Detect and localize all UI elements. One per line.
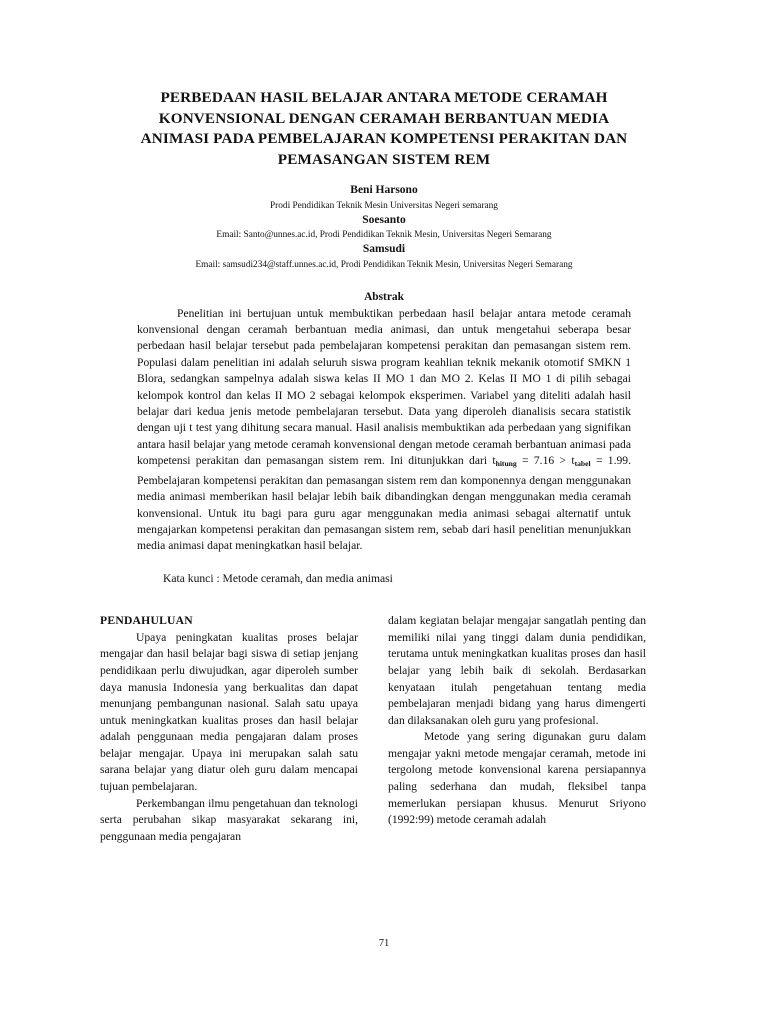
- abstract-text-part-3: = 1.99. Pembelajaran kompetensi perakitan dan pemasangan sistem rem dan komponennya dengan menggunakan media animasi memberikan hasil belajar lebih baik dibandingkan dengan menggunakan media ceramah konvensional. Untuk itu bagi para guru agar menggunakan media animasi sebagai alternatif untuk mengajarkan kompetensi perakitan dan pemasangan sistem rem, sebab dari hasil penelitian menunjukkan media animasi dapat meningkatkan hasil belajar.: [137, 454, 631, 553]
- author-block: [100, 183, 668, 272]
- right-column-paragraph-1: dalam kegiatan belajar mengajar sangatlah penting dan memiliki nilai yang tinggi dalam dunia pendidikan, terutama untuk meningkatkan kualitas proses dan hasil belajar yang lebih baik di sekolah. Berdasarkan kenyataan itulah pengetahuan tentang media pembelajaran menjadi bidang yang harus dimengerti dan dilaksanakan oleh guru yang profesional.: [388, 614, 646, 727]
- author-affiliation-1: Prodi Pendidikan Teknik Mesin Universitas Negeri semarang: [270, 200, 498, 211]
- author-name-3: Samsudi: [362, 243, 406, 255]
- page-number: 71: [378, 938, 390, 949]
- title-line-1: PERBEDAAN HASIL BELAJAR ANTARA METODE CERAMAH: [160, 89, 608, 106]
- title-line-4: PEMASANGAN SISTEM REM: [277, 150, 491, 168]
- page-title: [134, 88, 634, 170]
- author-name-2: Soesanto: [362, 213, 406, 226]
- author-name-1: Beni Harsono: [350, 184, 418, 196]
- abstract-text-part-2: = 7.16 > t: [516, 454, 575, 468]
- left-column-paragraph-1: Upaya peningkatan kualitas proses belajar mengajar dan hasil belajar bagi siswa di setiap jenjang pendidikaan perlu diwujudkan, agar diperoleh sumber daya manusia Indonesia yang berkualitas dan dapat menunjang pembangunan nasional. Salah satu upaya untuk meningkatkan kualitas proses dan hasil belajar adalah penggunaan media pengajaran dalam proses belajar mengajar. Upaya ini merupakan salah satu sarana belajar yang diatur oleh guru dalam mencapai tujuan pembelajaran.: [100, 630, 358, 794]
- t-tabel-subscript: tabel: [574, 459, 591, 469]
- abstract-text-part-1: Penelitian ini bertujuan untuk membuktikan perbedaan hasil belajar antara metode ceramah konvensional dengan ceramah berbantuan media animasi, dan untuk mengetahui seberapa besar perbedaan hasil belajar tersebut pada pembelajaran kompetensi perakitan dan pemasangan sistem rem. Populasi dalam penelitian ini adalah seluruh siswa program keahlian teknik mekanik otomotif SMKN 1 Blora, sedangkan sampelnya adalah siswa kelas II MO 1 dan MO 2. Kelas II MO 1 di pilih sebagai kelompok kontrol dan kelas II MO 2 sebagai kelompok eksperimen. Variabel yang diteliti adalah hasil belajar dari kedua jenis metode pembelajaran tersebut. Data yang diperoleh dianalisis secara statistik dengan uji t test yang dihitung secara manual. Hasil analisis membuktikan ada perbedaan yang signifikan antara hasil belajar yang metode ceramah konvensional dengan metode ceramah berbantuan animasi pada kompetensi perakitan dan pemasangan sistem rem. Ini ditunjukkan dari t: [137, 306, 631, 468]
- abstract-heading: Abstrak: [364, 290, 404, 303]
- abstract-section: [137, 289, 631, 588]
- abstract-text: [137, 306, 631, 555]
- right-column-paragraph-2: Metode yang sering digunakan guru dalam mengajar yakni metode mengajar ceramah, metode ini tergolong metode konvensional karena persiapannya paling sederhana dan mudah, fleksibel tanpa memerlukan persiapan khusus. Menurut Sriyono (1992:99) metode ceramah adalah: [388, 730, 646, 827]
- section-heading-pendahuluan: PENDAHULUAN: [100, 614, 193, 628]
- abstract-keywords: Kata kunci : Metode ceramah, dan media animasi: [163, 571, 393, 585]
- left-column: [100, 613, 358, 845]
- body-columns: [100, 613, 668, 845]
- right-column: [388, 613, 646, 845]
- title-line-3: ANIMASI PADA PEMBELAJARAN KOMPETENSI PERAKITAN DAN: [140, 130, 628, 147]
- author-affiliation-3: Email: samsudi234@staff.unnes.ac.id, Prodi Pendidikan Teknik Mesin, Universitas Negeri Semarang: [195, 259, 573, 270]
- author-affiliation-2: Email: Santo@unnes.ac.id, Prodi Pendidikan Teknik Mesin, Universitas Negeri Semarang: [216, 230, 552, 240]
- t-hitung-subscript: hitung: [495, 459, 517, 469]
- title-line-2: KONVENSIONAL DENGAN CERAMAH BERBANTUAN MEDIA: [158, 109, 610, 127]
- left-column-paragraph-2: Perkembangan ilmu pengetahuan dan teknologi serta perubahan sikap masyarakat sekarang ini, penggunaan media pengajaran: [100, 796, 358, 843]
